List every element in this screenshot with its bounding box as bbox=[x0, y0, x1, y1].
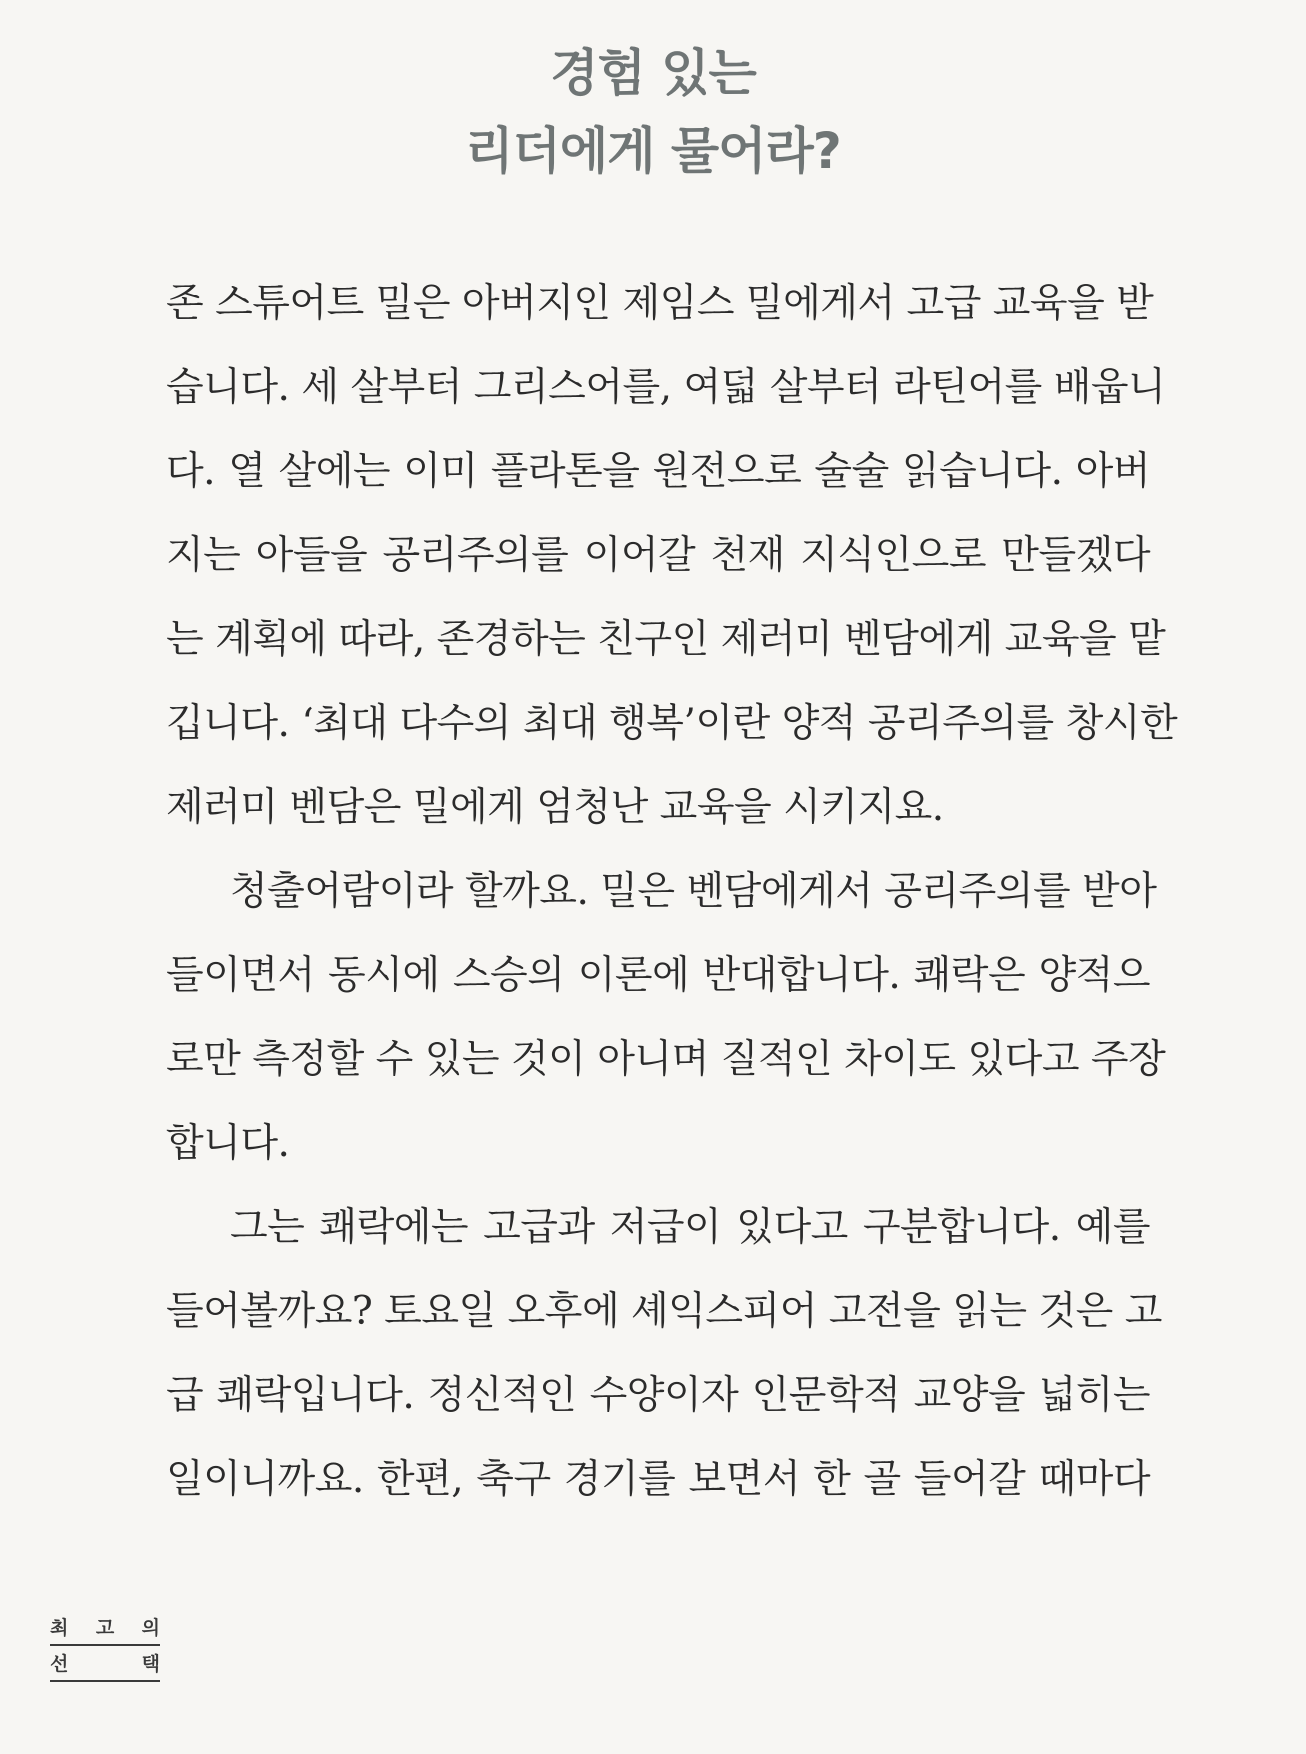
text-line: 그는 쾌락에는 고급과 저급이 있다고 구분합니다. 예를 bbox=[230, 1205, 1150, 1250]
book-title-footer bbox=[50, 1614, 160, 1686]
footer-char: 의 bbox=[141, 1617, 160, 1639]
footer-row-1 bbox=[50, 1614, 160, 1646]
text-line: 깁니다. ‘최대 다수의 최대 행복’이란 양적 공리주의를 창시한 bbox=[166, 701, 1178, 746]
footer-row-2 bbox=[50, 1650, 160, 1682]
footer-char: 선 bbox=[50, 1653, 69, 1675]
text-line: 습니다. 세 살부터 그리스어를, 여덟 살부터 라틴어를 배웁니 bbox=[166, 365, 1166, 410]
text-line: 급 쾌락입니다. 정신적인 수양이자 인문학적 교양을 넓히는 bbox=[166, 1373, 1150, 1418]
footer-char: 고 bbox=[95, 1617, 115, 1639]
text-line: 로만 측정할 수 있는 것이 아니며 질적인 차이도 있다고 주장 bbox=[166, 1037, 1166, 1082]
title-line-1: 경험 있는 bbox=[550, 44, 756, 102]
text-line: 는 계획에 따라, 존경하는 친구인 제러미 벤담에게 교육을 맡 bbox=[166, 617, 1166, 662]
text-line: 들어볼까요? 토요일 오후에 셰익스피어 고전을 읽는 것은 고 bbox=[166, 1289, 1162, 1334]
text-line: 다. 열 살에는 이미 플라톤을 원전으로 술술 읽습니다. 아버 bbox=[166, 449, 1150, 494]
text-line: 합니다. bbox=[166, 1121, 290, 1166]
text-line: 제러미 벤담은 밀에게 엄청난 교육을 시키지요. bbox=[166, 785, 944, 830]
text-line: 일이니까요. 한편, 축구 경기를 보면서 한 골 들어갈 때마다 bbox=[166, 1457, 1150, 1502]
text-line: 존 스튜어트 밀은 아버지인 제임스 밀에게서 고급 교육을 받 bbox=[166, 281, 1154, 326]
text-line: 청출어람이라 할까요. 밀은 벤담에게서 공리주의를 받아 bbox=[230, 869, 1157, 914]
page-title bbox=[0, 34, 1306, 190]
footer-char: 택 bbox=[141, 1653, 160, 1675]
footer-char: 최 bbox=[50, 1617, 69, 1639]
text-line: 들이면서 동시에 스승의 이론에 반대합니다. 쾌락은 양적으 bbox=[166, 953, 1150, 998]
title-line-2: 리더에게 물어라? bbox=[465, 122, 841, 180]
text-line: 지는 아들을 공리주의를 이어갈 천재 지식인으로 만들겠다 bbox=[166, 533, 1150, 578]
body-text bbox=[166, 262, 1178, 1522]
